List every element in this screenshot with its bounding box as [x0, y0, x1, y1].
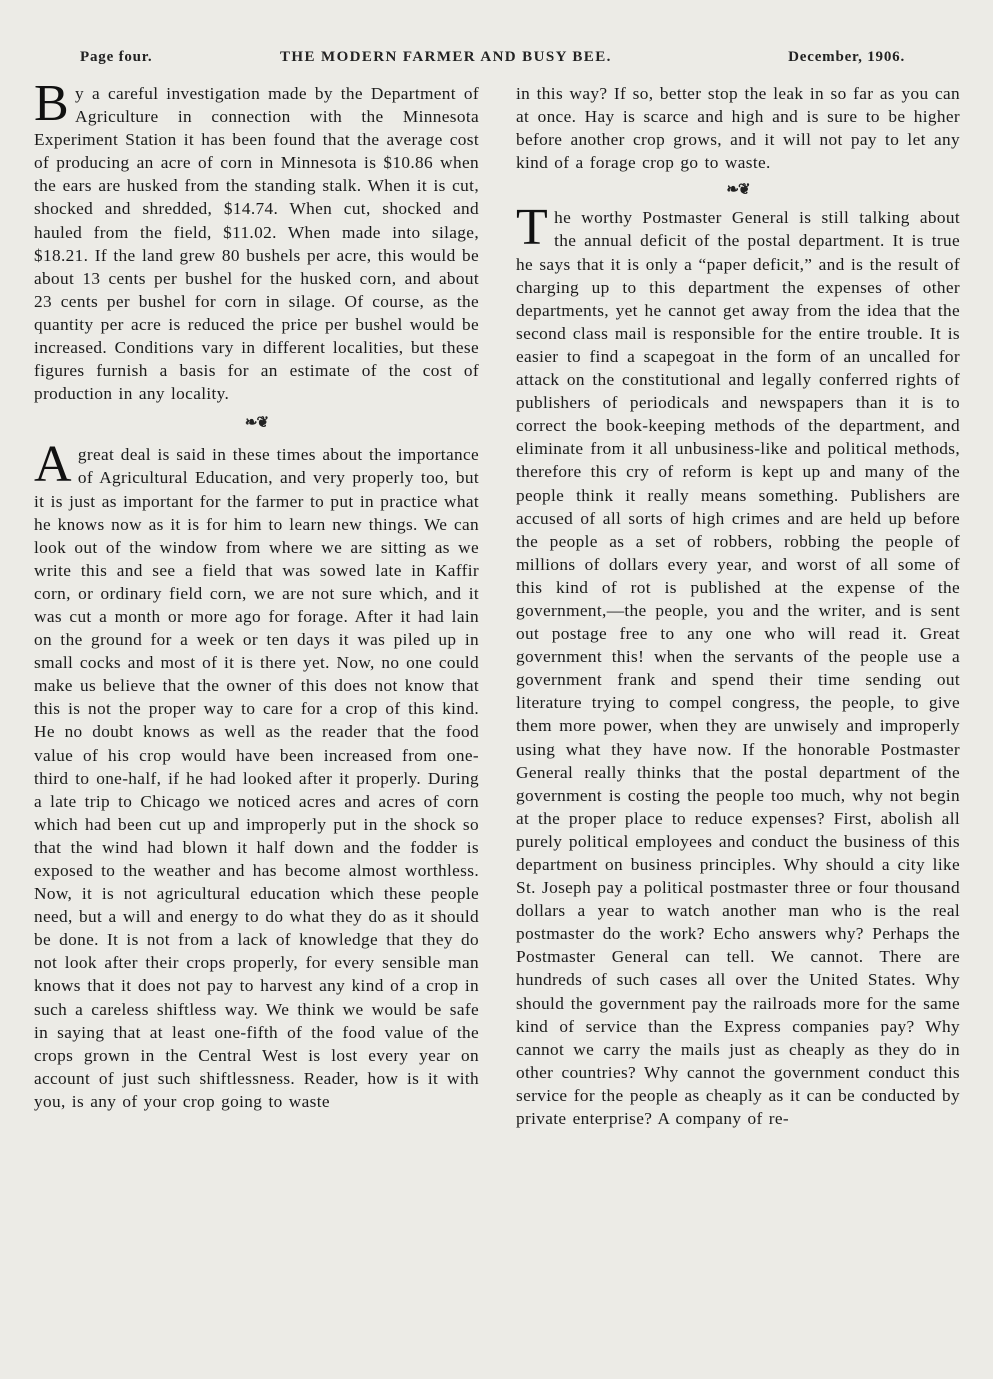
publication-title: THE MODERN FARMER AND BUSY BEE.: [280, 49, 612, 65]
article-body: y a careful investigation made by the Department of Agriculture in connection with the Minnesota Experiment Station it has been found that the average cost of producing an acre of corn in Minnesota is $10.86 when the ears are husked from the standing stalk. When it is cut, shocked and shredded, $14.74. When cut, shocked and hauled from the field, $11.02. When made into silage, $18.21. If the land grew 80 bushels per acre, this would be about 13 cents per bushel for the husked corn, and about 23 cents per bushel for corn in silage. Of course, as the quantity per acre is reduced the price per bushel would be increased. Conditions vary in different localities, but these figures furnish a basis for an estimate of the cost of production in any locality.: [34, 84, 479, 404]
article-postmaster: [516, 199, 960, 1130]
section-ornament: ❧❦: [726, 182, 750, 199]
article-corn-cost: [34, 75, 479, 405]
drop-cap: T: [516, 199, 549, 257]
page-header: [80, 49, 905, 73]
right-column: [516, 82, 960, 1130]
article-agricultural-education-continued: in this way? If so, better stop the leak in so far as you can at once. Hay is scarce and high and is sure to be higher before another crop grows, and it will not pay to let any kind of a forage crop go to waste.: [516, 84, 960, 173]
section-ornament: ❧❦: [244, 415, 269, 432]
drop-cap: A: [34, 436, 72, 494]
issue-date: December, 1906.: [788, 49, 905, 65]
drop-cap: B: [34, 75, 70, 132]
left-column: [34, 75, 479, 1113]
article-body: he worthy Postmaster General is still talking about the annual deficit of the postal department. It is true he says that it is only a “paper deficit,” and is the result of charging up to this department the expenses of other departments, yet he cannot get away from the idea that the second class mail is responsible for the entire trouble. It is easier to find a scapegoat in the form of an uncalled for attack on the constitutional and legally conferred rights of publishers of periodicals and newspapers than it is to correct the book-keeping methods of the department, and eliminate from it all unbusiness-like and political methods, therefore this cry of reform is kept up and many of the people think it really means something. Publishers are accused of all sorts of high crimes and are held up before the people as a set of robbers, robbing the people of millions of dollars every year, and worst of all some of this kind of rot is published at the expense of the government,—the people, you and the writer, and is sent out postage free to any one who will read it. Great government this! when the servants of the people use a government frank and spend their time sending out literature trying to compel congress, the people, to give them more power, when they are unwisely and improperly using what they have now. If the honorable Postmaster General really thinks that the postal department of the government is costing the people too much, why not begin at the proper place to reduce expenses? First, abolish all purely political employees and conduct the business of this department on business principles. Why should a city like St. Joseph pay a political postmaster three or four thousand dollars a year to watch another man who is the real postmaster do the work? Echo answers why? Perhaps the Postmaster General can tell. We cannot. There are hundreds of such cases all over the United States. Why should the government pay the railroads more for the same kind of service than the Express companies pay? Why cannot we carry the mails just as cheaply as they do in other countries? Why cannot the government conduct this service for the people as cheaply as it can be conducted by private enterprise? A company of re-: [516, 208, 960, 1129]
article-body: great deal is said in these times about the importance of Agricultural Education, and very properly too, but it is just as important for the farmer to put in practice what he knows now as it is for him to learn new things. We can look out of the window from where we are sitting as we write this and see a field that was sowed late in Kaffir corn, or ordinary field corn, we are not sure which, and it was cut a month or more ago for forage. After it had lain on the ground for a week or ten days it was piled up in small cocks and most of it is there yet. Now, no one could make us believe that the owner of this does not know that this is not the proper way to care for a crop of this kind. He no doubt knows as well as the reader that the food value of his crop would have been increased from one-third to one-half, if he had looked after it properly. During a late trip to Chicago we noticed acres and acres of corn which had been cut up and improperly put in the shock so that the wind had blown it half down and the fodder is exposed to the weather and has become almost worthless. Now, it is not agricultural education which these people need, but a will and energy to do what they do as it should be done. It is not from a lack of knowledge that they do not look after their crops properly, for every sensible man knows that it does not pay to harvest any kind of a crop in such a careless shiftless way. We think we would be safe in saying that at least one-fifth of the food value of the crops grown in the Central West is lost every year on account of just such shiftlessness. Reader, how is it with you, is any of your crop going to waste: [34, 445, 479, 1111]
page-number: Page four.: [80, 49, 153, 65]
article-agricultural-education: [34, 436, 479, 1113]
